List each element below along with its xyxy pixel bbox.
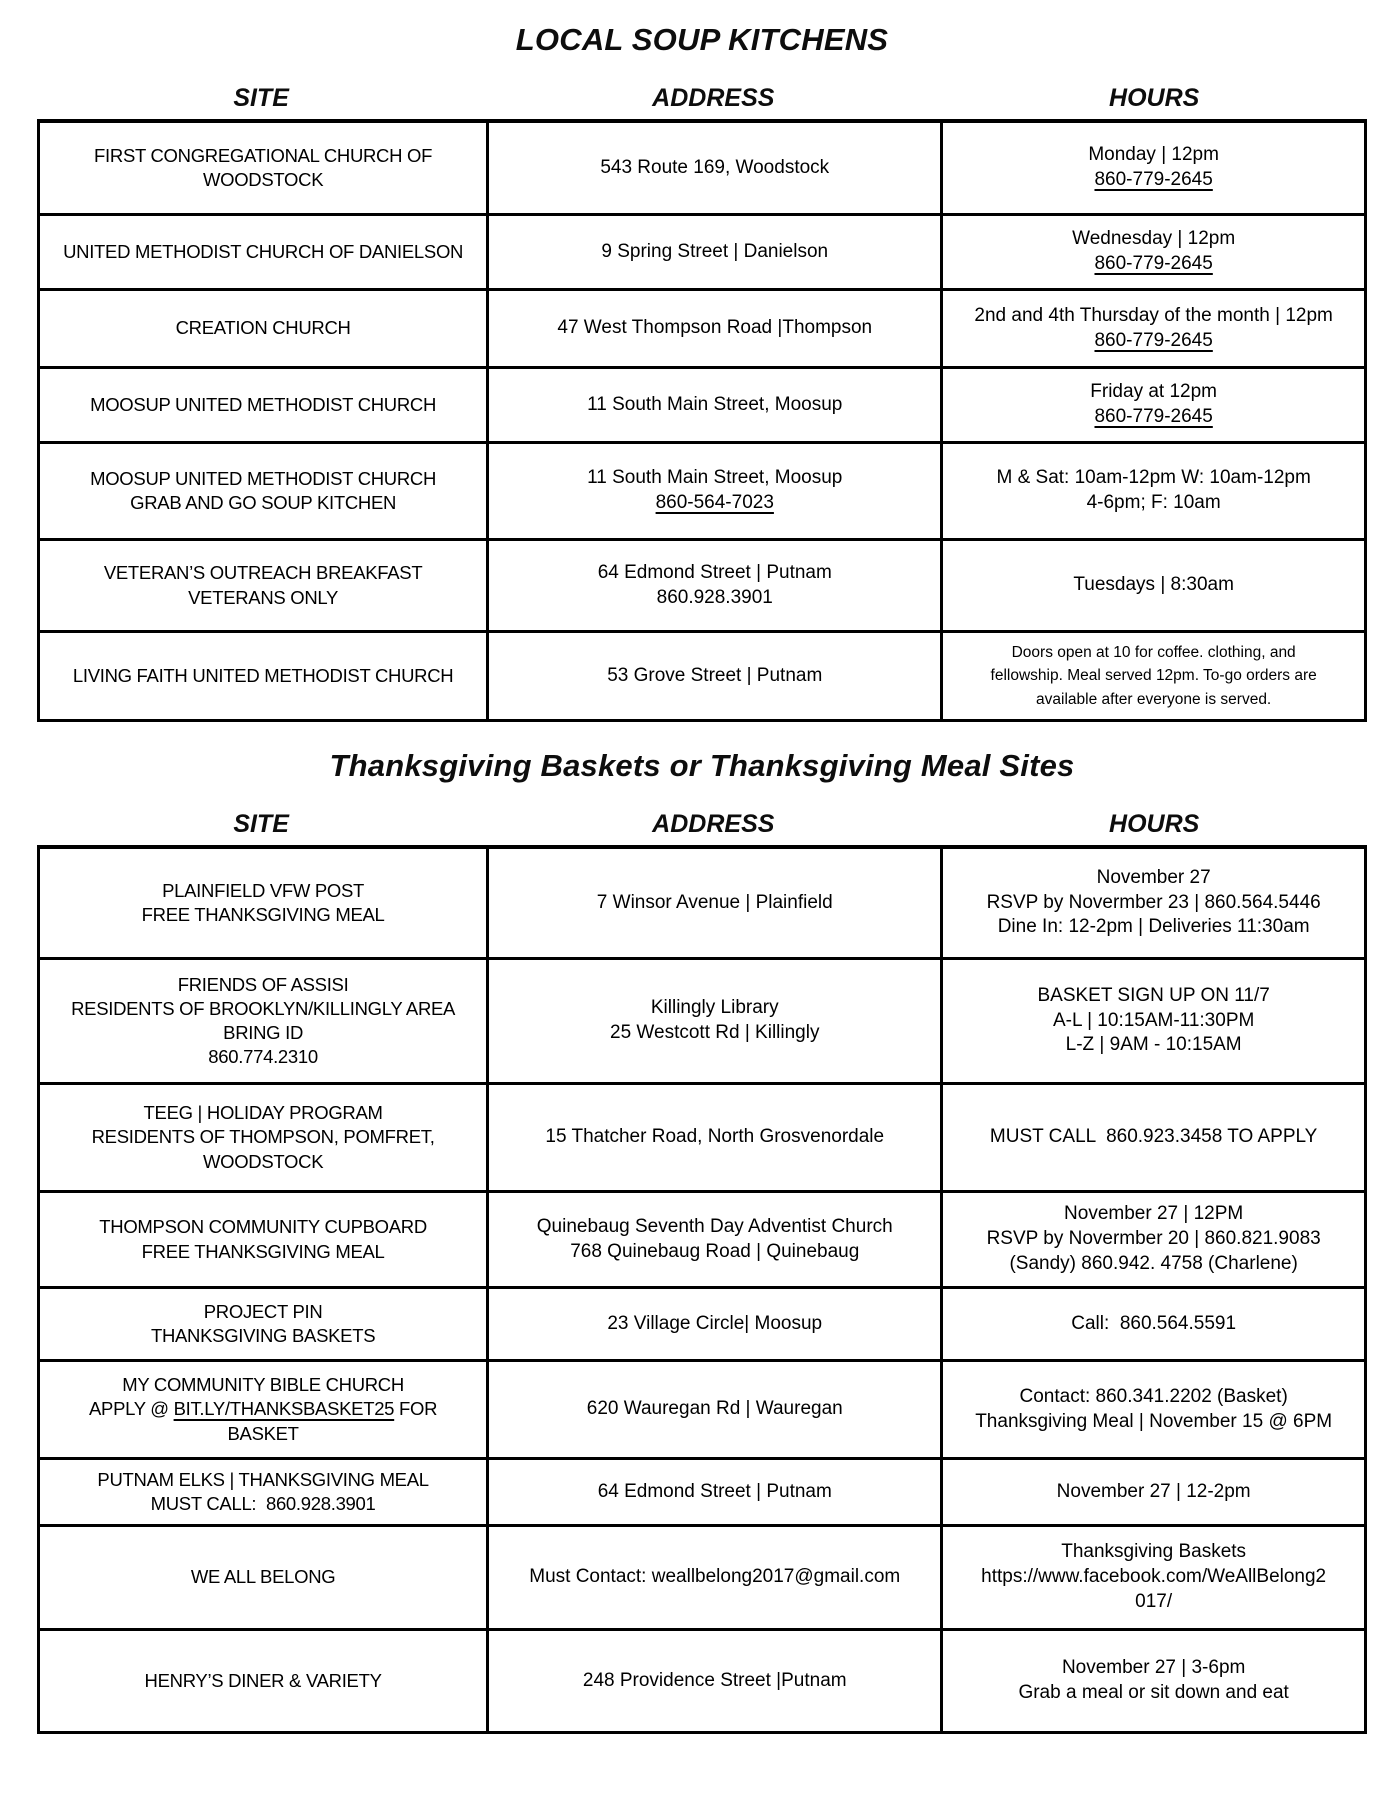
hours-line — [1018, 1681, 1288, 1706]
site-cell — [40, 960, 486, 1082]
thanksgiving-table — [37, 845, 1367, 1734]
text-segment: FREE THANKSGIVING MEAL — [141, 904, 385, 925]
text-segment: MOOSUP UNITED METHODIST CHURCH — [90, 393, 437, 415]
site-cell — [40, 1527, 486, 1628]
site-line — [99, 1215, 427, 1239]
address-line — [598, 1480, 832, 1505]
hours-line — [1097, 866, 1211, 891]
site-line — [144, 1101, 383, 1125]
text-segment: VETERAN’S OUTREACH BREAKFAST — [103, 562, 423, 584]
text-segment: 23 Village Circle| Moosup — [607, 1312, 823, 1334]
site-line — [176, 316, 351, 340]
table-row — [40, 1082, 1364, 1190]
site-line — [223, 1021, 303, 1045]
site-line — [204, 1300, 323, 1324]
hours-line — [987, 891, 1321, 916]
soup-kitchens-title: LOCAL SOUP KITCHENS — [515, 22, 889, 57]
hours-line — [1090, 380, 1217, 405]
site-line — [92, 1125, 435, 1149]
hours-cell — [940, 1527, 1364, 1628]
address-line — [537, 1215, 893, 1240]
text-segment: November 27 | 3-6pm — [1061, 1657, 1246, 1679]
text-segment: RSVP by Novermber 23 | 860.564.5446 — [986, 891, 1321, 913]
text-segment: November 27 | 12PM — [1064, 1203, 1244, 1225]
address-line — [607, 664, 822, 689]
hours-column-header: HOURS — [1109, 810, 1200, 838]
address-cell — [486, 1527, 940, 1628]
text-segment: Dine In: 12-2pm | Deliveries 11:30am — [997, 916, 1310, 938]
address-line — [600, 156, 829, 181]
hours-cell — [940, 633, 1364, 719]
site-line — [151, 1324, 375, 1348]
table-row — [40, 288, 1364, 366]
thanksgiving-title: Thanksgiving Baskets or Thanksgiving Meal Sites — [329, 748, 1075, 783]
address-line — [587, 393, 842, 418]
address-cell — [486, 633, 940, 719]
hours-line — [1057, 1480, 1251, 1505]
address-cell — [486, 216, 940, 288]
address-line — [598, 561, 832, 586]
site-line — [97, 1468, 428, 1492]
text-segment: M & Sat: 10am-12pm W: 10am-12pm — [996, 467, 1311, 489]
site-line — [142, 903, 385, 927]
address-line — [587, 1397, 843, 1422]
underlined-link[interactable]: 860-564-7023 — [655, 492, 774, 513]
site-cell — [40, 1460, 486, 1524]
hours-line — [1094, 329, 1212, 354]
site-line — [71, 997, 455, 1021]
text-segment: 64 Edmond Street | Putnam — [597, 561, 832, 583]
hours-cell — [940, 1289, 1364, 1359]
site-line — [145, 1669, 382, 1693]
text-segment: available after everyone is served. — [1036, 690, 1272, 708]
hours-line — [1094, 252, 1212, 277]
address-line — [583, 1669, 847, 1694]
text-segment: TEEG | HOLIDAY PROGRAM — [143, 1102, 383, 1124]
text-segment: 47 West Thompson Road |Thompson — [557, 317, 873, 339]
text-segment: GRAB AND GO SOUP KITCHEN — [130, 492, 397, 513]
address-line — [597, 891, 833, 916]
address-line — [656, 491, 774, 516]
hours-cell — [940, 960, 1364, 1082]
hours-line — [974, 304, 1332, 329]
hours-line — [1073, 573, 1234, 598]
hours-line — [998, 915, 1310, 940]
text-segment: Call: 860.564.5591 — [1071, 1312, 1237, 1334]
text-segment: RSVP by Novermber 20 | 860.821.9083 — [986, 1228, 1321, 1250]
text-segment: THANKSGIVING BASKETS — [150, 1325, 376, 1346]
text-segment: PUTNAM ELKS | THANKSGIVING MEAL — [97, 1468, 429, 1490]
site-line — [162, 879, 364, 903]
text-segment: MUST CALL 860.923.3458 TO APPLY — [989, 1126, 1318, 1148]
text-segment: 543 Route 169, Woodstock — [600, 156, 830, 178]
text-segment: 860.774.2310 — [208, 1046, 318, 1068]
table-row — [40, 538, 1364, 630]
text-segment: VETERANS ONLY — [188, 586, 339, 608]
hours-cell — [940, 1631, 1364, 1731]
hours-line — [1071, 1312, 1236, 1337]
address-line — [587, 466, 842, 491]
site-line — [73, 664, 453, 688]
text-segment: WOODSTOCK — [202, 169, 324, 190]
text-segment: 4-6pm; F: 10am — [1086, 492, 1221, 513]
site-line — [89, 1397, 437, 1421]
site-line — [151, 1492, 376, 1516]
text-segment: Grab a meal or sit down and eat — [1018, 1682, 1289, 1703]
site-line — [191, 1565, 336, 1589]
address-cell — [486, 444, 940, 538]
text-segment: Thanksgiving Baskets — [1061, 1541, 1247, 1563]
site-line — [104, 561, 423, 585]
address-cell — [486, 960, 940, 1082]
site-line — [188, 586, 338, 610]
text-segment: THOMPSON COMMUNITY CUPBOARD — [99, 1216, 427, 1238]
text-segment: FREE THANKSGIVING MEAL — [141, 1240, 385, 1262]
underlined-link[interactable]: 860-779-2645 — [1094, 169, 1213, 190]
table-row — [40, 630, 1364, 719]
text-segment: WOODSTOCK — [202, 1150, 324, 1172]
hours-cell — [940, 123, 1364, 213]
address-line — [529, 1565, 900, 1590]
text-segment: APPLY @ — [88, 1398, 174, 1420]
text-segment: MY COMMUNITY BIBLE CHURCH — [122, 1374, 404, 1396]
address-cell — [486, 849, 940, 957]
text-segment: L-Z | 9AM - 10:15AM — [1065, 1034, 1242, 1056]
site-cell — [40, 1085, 486, 1190]
text-segment: FRIENDS OF ASSISI — [177, 973, 349, 995]
address-line — [601, 240, 828, 265]
text-segment: PROJECT PIN — [203, 1300, 323, 1322]
hours-cell — [940, 216, 1364, 288]
site-cell — [40, 633, 486, 719]
hours-line — [1053, 1009, 1254, 1034]
site-cell — [40, 444, 486, 538]
text-segment: RESIDENTS OF THOMPSON, POMFRET, — [91, 1126, 435, 1148]
text-segment: Tuesdays | 8:30am — [1073, 574, 1234, 596]
hours-line — [1061, 1540, 1246, 1565]
hours-line — [987, 1227, 1321, 1252]
soup-kitchens-header-row — [37, 84, 1367, 113]
site-cell — [40, 849, 486, 957]
text-segment: Wednesday | 12pm — [1072, 228, 1236, 250]
site-line — [227, 1422, 298, 1446]
address-cell — [486, 541, 940, 630]
table-row — [40, 1524, 1364, 1628]
hours-line — [1037, 984, 1269, 1009]
text-segment: 53 Grove Street | Putnam — [607, 664, 823, 686]
address-cell — [486, 1362, 940, 1457]
text-segment: 860.928.3901 — [656, 586, 773, 608]
text-segment: 768 Quinebaug Road | Quinebaug — [570, 1240, 860, 1262]
flyer-page — [37, 0, 1367, 1734]
underlined-link[interactable]: 860-779-2645 — [1094, 253, 1213, 274]
address-cell — [486, 1085, 940, 1190]
site-line — [203, 1150, 323, 1174]
hours-line — [981, 1565, 1326, 1590]
text-segment: (Sandy) 860.942. 4758 (Charlene) — [1009, 1252, 1298, 1274]
address-line — [651, 996, 779, 1021]
text-segment: Contact: 860.341.2202 (Basket) — [1019, 1385, 1288, 1407]
underlined-link[interactable]: 860-779-2645 — [1094, 329, 1213, 351]
underlined-link[interactable]: 860-779-2645 — [1094, 406, 1213, 427]
site-line — [122, 1373, 404, 1397]
site-cell — [40, 216, 486, 288]
text-segment: 620 Wauregan Rd | Wauregan — [586, 1398, 843, 1420]
table-row — [40, 123, 1364, 213]
hours-line — [1087, 491, 1221, 516]
address-cell — [486, 291, 940, 366]
text-segment: Monday | 12pm — [1088, 144, 1219, 166]
hours-line — [996, 466, 1310, 491]
hours-line — [1009, 1252, 1297, 1277]
text-segment: Must Contact: weallbelong2017@gmail.com — [529, 1566, 901, 1588]
site-cell — [40, 1631, 486, 1731]
text-segment: 11 South Main Street, Moosup — [587, 467, 843, 489]
hours-cell — [940, 1193, 1364, 1286]
hours-line — [1088, 143, 1219, 168]
text-segment: CREATION CHURCH — [175, 317, 351, 339]
hours-cell — [940, 541, 1364, 630]
address-line — [610, 1021, 819, 1046]
site-cell — [40, 369, 486, 441]
text-segment: Thanksgiving Meal | November 15 @ 6PM — [975, 1410, 1333, 1432]
soup-kitchens-table — [37, 119, 1367, 722]
text-segment: A-L | 10:15AM-11:30PM — [1052, 1009, 1255, 1031]
table-row — [40, 1628, 1364, 1731]
text-segment: Quinebaug Seventh Day Adventist Church — [536, 1215, 893, 1237]
site-line — [63, 240, 463, 264]
hours-line — [1012, 641, 1296, 664]
address-column-header: ADDRESS — [652, 810, 775, 838]
site-line — [90, 467, 436, 491]
address-cell — [486, 369, 940, 441]
text-segment: 9 Spring Street | Danielson — [601, 240, 829, 262]
table-row — [40, 1286, 1364, 1359]
hours-line — [975, 1410, 1332, 1435]
hours-column-header: HOURS — [1109, 84, 1200, 112]
text-segment: November 27 — [1096, 866, 1211, 888]
text-segment: Killingly Library — [650, 997, 779, 1019]
address-line — [607, 1312, 822, 1337]
address-line — [570, 1240, 859, 1265]
hours-cell — [940, 1085, 1364, 1190]
hours-line — [1062, 1656, 1245, 1681]
site-line — [208, 1045, 318, 1069]
table-row — [40, 1190, 1364, 1286]
text-segment: WE ALL BELONG — [190, 1566, 336, 1588]
text-segment: Doors open at 10 for coffee. clothing, and — [1011, 644, 1296, 662]
text-segment: https://www.facebook.com/WeAllBelong2 — [981, 1566, 1327, 1588]
site-line — [130, 491, 396, 515]
table-row — [40, 366, 1364, 441]
text-segment: HENRY’S DINER & VARIETY — [144, 1669, 382, 1691]
text-segment: Friday at 12pm — [1090, 381, 1218, 403]
hours-line — [1064, 1202, 1243, 1227]
hours-line — [1072, 227, 1235, 252]
address-line — [657, 586, 773, 611]
text-segment: MUST CALL: 860.928.3901 — [150, 1493, 376, 1514]
text-segment: FIRST CONGREGATIONAL CHURCH OF — [94, 144, 433, 166]
address-line — [545, 1125, 884, 1150]
text-segment: 2nd and 4th Thursday of the month | 12pm — [974, 304, 1333, 326]
hours-cell — [940, 369, 1364, 441]
text-segment: 25 Westcott Rd | Killingly — [610, 1022, 820, 1043]
hours-line — [991, 664, 1317, 687]
table-row — [40, 441, 1364, 538]
text-segment: 15 Thatcher Road, North Grosvenordale — [545, 1126, 885, 1148]
hours-line — [1094, 405, 1212, 430]
hours-cell — [940, 1362, 1364, 1457]
hours-cell — [940, 291, 1364, 366]
site-column-header: SITE — [233, 84, 289, 112]
site-cell — [40, 291, 486, 366]
site-line — [203, 168, 323, 192]
text-segment: 7 Winsor Avenue | Plainfield — [596, 891, 833, 913]
hours-line — [990, 1125, 1317, 1150]
text-segment: FOR — [394, 1398, 438, 1420]
address-cell — [486, 1289, 940, 1359]
address-cell — [486, 123, 940, 213]
text-segment: LIVING FAITH UNITED METHODIST CHURCH — [72, 664, 454, 686]
hours-line — [1066, 1033, 1242, 1058]
text-segment: PLAINFIELD VFW POST — [162, 879, 365, 901]
hours-cell — [940, 849, 1364, 957]
text-segment: 11 South Main Street, Moosup — [587, 393, 843, 415]
underlined-link[interactable]: BIT.LY/THANKSBASKET25 — [173, 1398, 395, 1420]
site-cell — [40, 1289, 486, 1359]
address-cell — [486, 1460, 940, 1524]
site-cell — [40, 123, 486, 213]
text-segment: MOOSUP UNITED METHODIST CHURCH — [90, 467, 437, 489]
hours-line — [1094, 168, 1212, 193]
hours-cell — [940, 1460, 1364, 1524]
hours-line — [1036, 688, 1271, 711]
site-line — [178, 973, 349, 997]
address-cell — [486, 1193, 940, 1286]
text-segment: BASKET SIGN UP ON 11/7 — [1037, 984, 1270, 1006]
hours-line — [1135, 1590, 1172, 1615]
hours-line — [1020, 1385, 1288, 1410]
site-cell — [40, 541, 486, 630]
text-segment: BASKET — [227, 1422, 299, 1444]
site-line — [90, 393, 436, 417]
text-segment: 248 Providence Street |Putnam — [582, 1669, 847, 1691]
text-segment: BRING ID — [223, 1022, 304, 1043]
site-column-header: SITE — [233, 810, 289, 838]
table-row — [40, 849, 1364, 957]
text-segment: 64 Edmond Street | Putnam — [597, 1480, 832, 1502]
site-line — [142, 1240, 385, 1264]
site-cell — [40, 1193, 486, 1286]
site-line — [94, 144, 432, 168]
thanksgiving-header-row — [37, 810, 1367, 839]
address-column-header: ADDRESS — [652, 84, 775, 112]
table-row — [40, 957, 1364, 1082]
text-segment: UNITED METHODIST CHURCH OF DANIELSON — [63, 240, 464, 262]
address-line — [557, 316, 872, 341]
table-row — [40, 1359, 1364, 1457]
text-segment: RESIDENTS OF BROOKLYN/KILLINGLY AREA — [71, 997, 456, 1019]
table-row — [40, 213, 1364, 288]
text-segment: 017/ — [1135, 1590, 1173, 1612]
text-segment: November 27 | 12-2pm — [1056, 1480, 1251, 1502]
site-cell — [40, 1362, 486, 1457]
table-row — [40, 1457, 1364, 1524]
address-cell — [486, 1631, 940, 1731]
text-segment: fellowship. Meal served 12pm. To-go orders are — [990, 667, 1317, 685]
hours-cell — [940, 444, 1364, 538]
